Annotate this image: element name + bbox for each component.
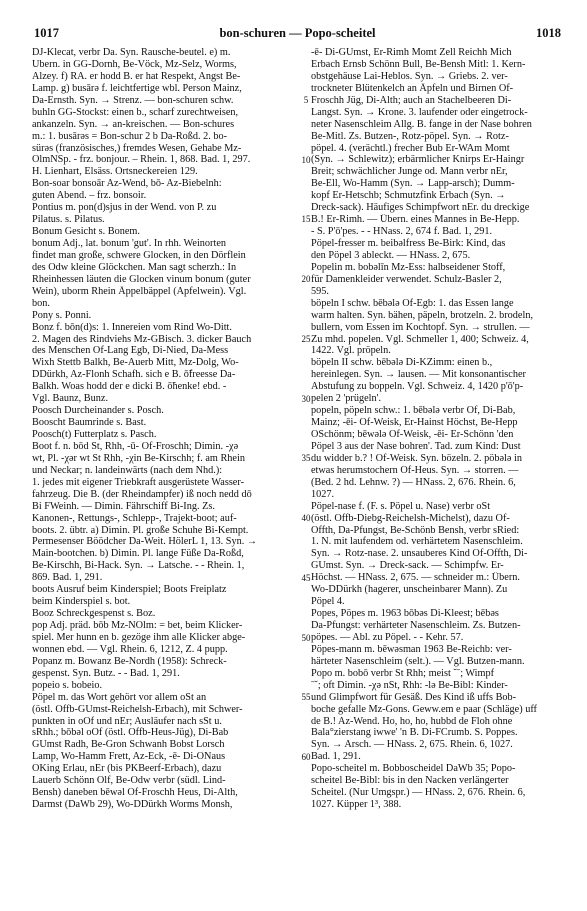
text-line: GUmst Radh, Be-Gron Schwanh Bobst Lorsch <box>32 739 225 751</box>
text-line: Höchst. — HNass. 2, 675. — schneider m.: Übern. <box>311 572 520 584</box>
text-line: Offth, Da-Pfungst, Be-Schönb Bensh, verbr sRied: <box>311 524 520 536</box>
text-line: Permesenser Böödcher Da-Weit. HölerL 1, 13. Syn. → <box>32 536 258 548</box>
text-line: Ubern. in GG-Dornh, Be-Vöck, Mz-Selz, Worms, <box>32 58 237 70</box>
text-line: du widder b.? ! Of-Weisk. Syn. bözeln. 2. pöbələ in <box>311 452 522 464</box>
text-line: Breit; schwächlicher Junge od. Mann verbr nEr, <box>311 166 508 178</box>
text-line: 1027. Küpper 1³, 388. <box>311 799 402 811</box>
text-line: boots Ausruf beim Kinderspiel; Boots Freiplatz <box>32 584 227 596</box>
text-line: scheitel Be-Bibl: bis in den Nacken verlängerter <box>311 775 509 787</box>
text-line: ˉ˘; oft Dimin. -χə nSt, Rhh: -lə Be-Bibl: Kinder- <box>311 679 508 691</box>
text-line: boots. 2. übtr. a) Dimin. Pl. große Schuhe Bi-Kempt. <box>32 524 249 536</box>
text-line: Bala°zierstang iwwe' 'n B. Di-FCrumb. S. Poppes. <box>311 727 518 739</box>
line-number: 5 <box>303 94 309 105</box>
page-number-right: 1018 <box>536 26 561 40</box>
text-line: Langst. Syn. → Krone. 3. laufender oder eingetrock- <box>311 106 528 118</box>
text-line: 2. Magen des Rindviehs Mz-GBisch. 3. dicker Bauch <box>32 333 252 345</box>
text-line: OSchönm; bēwələ Of-Weisk, -ēi- Er-Schönn 'den <box>311 429 514 440</box>
text-line: sRhh.; bōbəl oOf (östl. Offb-Heus-Jüg), Di-Bab <box>32 727 229 739</box>
text-line: (östl. Offb-Diebg-Reichelsh-Michelst), dazu Of- <box>311 512 510 524</box>
text-line: Lamp, Wo-Hamm Frett, Az-Eck, -ē- Di-ONaus <box>32 751 226 763</box>
text-line: Booscht Baumrinde s. Bast. <box>32 417 147 429</box>
text-line: (Bed. 2 hd. Lehnw. ?) — HNass. 2, 676. Rhein. 6, <box>311 476 516 488</box>
line-number: 60 <box>301 752 311 763</box>
text-line: 1. jedes mit eigener Triebkraft ausgerüstete Wasser- <box>32 476 244 488</box>
text-line: -ē- Di-GUmst, Er-Rimh Momt Zell Reichh Mich <box>311 47 512 58</box>
text-line: böpeln II schw. bēbələ Di-KZimm: einen b., <box>311 357 493 369</box>
text-line: Main-bootchen. b) Dimin. Pl. lange Füße Da-Roßd, <box>32 548 244 560</box>
line-number: 45 <box>301 572 311 583</box>
text-line: Bi FWeinh. — Dimin. Fährschiff Bi-Ing. Zs. <box>32 500 215 512</box>
text-line: den Pöpel 3 ableckt. — HNass. 2, 675. <box>311 249 471 261</box>
text-line: Vgl. Baunz, Bunz. <box>32 393 109 405</box>
text-line: B.! Er-Rimh. — Übern. eines Mannes in Be-Hepp. <box>311 214 520 226</box>
text-line: Pöpel 4. <box>311 596 345 608</box>
text-line: Wein), uborm Rhein Äppelbäppel (Apfelwein). Vgl. <box>32 285 247 297</box>
text-line: Kanonen-, Rettungs-, Schlepp-, Trajekt-boot; auf- <box>32 512 237 524</box>
left-column <box>32 47 300 811</box>
text-line: Dreck-sack). Häufiges Schimpfwort nEr. du dreckige <box>311 202 530 214</box>
text-line: bonum Adj., lat. bonum 'gut'. In rhh. Weinorten <box>32 238 226 249</box>
text-line: Bensh) daneben bēwəl Of-Froschh Heus, Di-Alth, <box>32 787 238 799</box>
text-line: OKing Erlau, nEr (bis PKBeerf-Erbach), dazu <box>32 763 222 775</box>
text-line: Pöpel m. das Wort gehört vor allem oSt an <box>32 691 207 703</box>
text-line: Lamp. g) busārə f. leichtfertige wbl. Person Mainz, <box>32 82 242 94</box>
text-line: Booz Schreckgespenst s. Boz. <box>32 608 156 620</box>
text-line: Pöpes-mann m. bēwəsman 1963 Be-Reichb: ver- <box>311 643 512 655</box>
text-line: 1027. <box>311 488 335 500</box>
text-line: Popo-scheitel m. Bobboscheidel DaWb 35; Popo- <box>311 763 516 775</box>
text-line: OlmNSp. - frz. bonjour. – Rhein. 1, 868. Bad. 1, 297. <box>32 154 251 166</box>
text-line: 1. N. mit laufendem od. verhärtetem Nasenschleim. <box>311 536 523 548</box>
page-header <box>34 26 561 44</box>
text-line: m.: 1. busārəs = Bon-schur 2 b Da-Roßd. 2. bo- <box>32 130 228 142</box>
text-line: de B.! Az-Wend. Ho, ho, ho, hubbd de Floh ohne <box>311 715 513 727</box>
text-line: - S. P'ō'pes. - - HNass. 2, 674 f. Bad. 1, 291. <box>311 226 493 238</box>
line-number: 30 <box>301 393 311 404</box>
text-line: des Odw kleine Glöckchen. Man sagt scherzh.: In <box>32 261 237 273</box>
line-number: 35 <box>301 453 311 464</box>
text-line: obstgehäuse Lai-Heblos. Syn. → Griebs. 2. ver- <box>311 70 508 82</box>
text-line: (Syn. → Schlewitz); erbärmlicher Knirps Er-Haingr <box>311 154 525 166</box>
text-line: Poosch(t) Futterplatz s. Pasch. <box>32 429 157 440</box>
text-line: boche gefalle Mz-Gons. Geww.em e paar (Schläge) uff <box>311 703 537 715</box>
running-title: bon-schuren — Popo-scheitel <box>219 26 376 40</box>
text-line: etwas herumstochern Of-Heus. Syn. → storren. — <box>311 464 519 476</box>
line-number: 55 <box>301 692 311 703</box>
text-line: Pöpel-fresser m. beibəlfress Be-Birk: Kind, das <box>311 238 506 249</box>
text-line: Pony s. Ponni. <box>32 309 92 321</box>
text-line: kopf Er-Hetschb; Schmutzfink Erbach (Syn. → <box>311 190 506 202</box>
text-line: 595. <box>311 285 329 297</box>
text-line: Popo m. bobō verbr St Rhh; meist ˘ˉ; Wimpf <box>311 667 495 679</box>
line-number: 50 <box>301 632 311 643</box>
text-line: DDürkh, Az-Flonh Schafh. sich e B. ō̃freesse Da- <box>32 369 236 381</box>
text-line: und Glimpfwort für Gesäß. Des Kind iß uffs Bob- <box>311 691 517 703</box>
text-line: Bonum Gesicht s. Bonem. <box>32 226 140 238</box>
text-line: buhln GG-Stockst: einen b., scharf zurechtweisen, <box>32 106 239 118</box>
text-line: Pilatus. s. Pilatus. <box>32 214 105 226</box>
text-line: bon. <box>32 297 50 309</box>
text-line: Be-Kirschh, Bi-Hack. Syn. → Latsche. - - Rhein. 1, <box>32 560 245 572</box>
text-line: popeln, pöpeln schw.: 1. bēbələ verbr Of, Di-Bab, <box>311 405 516 417</box>
text-line: Wo-DDürkh (hagerer, unscheinbarer Mann). Zu <box>311 584 508 596</box>
text-line: Wixh Stettb Balkh, Be-Auerb Mitt, Mz-Dolg, Wo- <box>32 357 239 369</box>
text-line: Pöpel 3 aus der Nase bohren'. Tad. zum Kind: Dust <box>311 440 521 452</box>
text-line: ankanzeln. Syn. → an-kreischen. — Bon-schures <box>32 118 235 130</box>
text-line: wt, Pl. -χər wt St Rhh, -χin Be-Kirschh; f. am Rhein <box>32 452 245 464</box>
text-line: DJ-Klecat, verbr Da. Syn. Rausche-beutel. e) m. <box>32 47 231 58</box>
text-line: Boot f. n. bōd St, Rhh, -ū- Of-Froschh; Dimin. -χə <box>32 440 239 452</box>
text-line: wonnen ebd. — Vgl. Rhein. 6, 1212, Z. 4 pupp. <box>32 643 228 655</box>
text-line: härteter Nasenschleim (selt.). — Vgl. Butzen-mann. <box>311 655 525 667</box>
text-line: Pöpel-nase f. (F. s. Pöpel u. Nase) verbr oSt <box>311 500 491 512</box>
text-line: Da-Pfungst: verhärteter Nasenschleim. Zs. Butzen- <box>311 620 521 631</box>
text-line: Bonz f. bōn(d)s: 1. Innereien vom Rind Wo-Ditt. <box>32 321 232 333</box>
text-line: hereinlegen. Syn. → lausen. — Mit konsonantischer <box>311 369 526 381</box>
text-line: Bad. 1, 291. <box>311 751 361 763</box>
text-line: Popes, Pöpes m. 1963 bōbəs Di-Kleest; bēbəs <box>311 608 499 620</box>
text-line: sürəs (französisches,) fremdes Wesen, Gehabe Mz- <box>32 142 242 154</box>
text-line: Syn. → Arsch. — HNass. 2, 675. Rhein. 6, 1027. <box>311 739 513 751</box>
text-line: neter Nasenschleim Allg. B. fange in der Nase bohren <box>311 118 532 130</box>
text-line: für Damenkleider verwendet. Schulz-Basler 2, <box>311 273 502 285</box>
text-line: findet man große, schwere Glocken, in den Dörflein <box>32 249 246 261</box>
text-line: Darmst (DaWb 29), Wo-DDürkh Worms Monsh, <box>32 799 233 811</box>
text-line: gespenst. Syn. Butz. - - Bad. 1, 291. <box>32 667 180 679</box>
line-number: 40 <box>301 513 311 524</box>
text-line: Bon-soar bonsoār Az-Wend, bō- Az-Biebelnh: <box>32 178 222 190</box>
text-line: Popelin m. bobəlīn Mz-Ess: halbseidener Stoff, <box>311 261 506 273</box>
text-line: Erbach Ernsb Schönn Bull, Be-Bensh Mitl: 1. Kern- <box>311 58 526 70</box>
text-line: Lauerb Schönn Olf, Be-Odw verbr (südl. Lind- <box>32 775 226 787</box>
text-line: Zu mhd. popelen. Vgl. Schmeller 1, 400; Schweiz. 4, <box>311 333 529 345</box>
text-line: pöpel. 4. (verächtl.) frecher Bub Er-WAm Momt <box>311 142 510 154</box>
right-column <box>311 47 558 811</box>
text-line: spiel. Mer hunn en b. gezöge ihm alle Klicker abge- <box>32 631 246 643</box>
text-line: Froschh Jüg, Di-Alth; auch an Stachelbeeren Di- <box>311 94 512 106</box>
text-line: pop Adj. präd. bōb Mz-NOlm: = bet, beim Klicker- <box>32 620 243 631</box>
text-line: und Neckar; n. landeinwärts (nach dem Nhd.): <box>32 464 223 476</box>
text-line: Scheitel. (Nur Umgspr.) — HNass. 2, 676. Rhein. 6, <box>311 787 526 799</box>
line-number: 15 <box>301 214 311 225</box>
text-line: trockneter Blütenkelch an Äpfeln und Birnen Of- <box>311 82 514 94</box>
text-line: pelen 2 'prügeln'. <box>311 393 382 405</box>
text-line: Be-Mitl. Zs. Butzen-, Rotz-pöpel. Syn. → Rotz- <box>311 130 509 142</box>
text-line: pöpes. — Abl. zu Pöpel. - - Kehr. 57. <box>311 631 464 643</box>
text-line: fahrzeug. Die B. (der Rheindampfer) iß noch nedd dō <box>32 488 252 500</box>
text-line: bullern, vom Essen im Kochtopf. Syn. → strullen. — <box>311 321 530 333</box>
text-line: punkten in oOf und nEr; Ausläufer nach sSt u. <box>32 715 222 727</box>
text-line: Da-Ernsth. Syn. → Strenz. — bon-schuren schw. <box>32 94 234 106</box>
text-line: 869. Bad. 1, 291. <box>32 572 103 584</box>
text-line: beim Kinderspiel s. bot. <box>32 596 131 608</box>
text-line: popeio s. bobeio. <box>32 679 103 691</box>
text-line: Rheinhessen läuten die Glocken vinum bonum (guter <box>32 273 251 285</box>
text-line: böpeln I schw. bēbələ Of-Egb: 1. das Essen lange <box>311 297 514 309</box>
line-number: 10 <box>301 154 311 165</box>
text-line: Poosch Durcheinander s. Posch. <box>32 405 164 417</box>
text-line: Popanz m. Bowanz Be-Nordh (1958): Schreck- <box>32 655 227 667</box>
text-line: H. Lienhart, Elsäss. Ortsneckereien 129. <box>32 166 198 178</box>
text-line: (östl. Offb-GUmst-Reichelsh-Erbach), mit Schwer- <box>32 703 243 715</box>
text-line: Pontius m. pon(d)sjus in der Wend. von P. zu <box>32 202 217 214</box>
text-line: Alzey. f) RA. er hodd B. er hat Respekt, Angst Be- <box>32 70 241 82</box>
text-line: guten Abend. – frz. bonsoir. <box>32 190 147 202</box>
text-line: Abstufung zu boppeln. Vgl. Schweiz. 4, 1420 p'ō'p- <box>311 381 524 393</box>
text-line: GUmst. Syn. → Dreck-sack. — Schimpfw. Er- <box>311 560 504 572</box>
text-line: warm halten. Syn. bähen, päpeln, brotzeln. 2. brodeln, <box>311 309 534 321</box>
text-line: des Menschen Of-Lang Egb, Di-Nied, Da-Mess <box>32 345 229 357</box>
text-line: Syn. → Rotz-nase. 2. unsauberes Kind Of-Offth, Di- <box>311 548 528 560</box>
text-line: 1422. Vgl. pröpeln. <box>311 345 391 357</box>
page-number-left: 1017 <box>34 26 59 40</box>
text-line: Balkh. Woas hodd der e dicki B. ō̃henke! ebd. - <box>32 381 227 393</box>
text-line: Be-Ell, Wo-Hamm (Syn. → Lapp-arsch); Dumm- <box>311 178 515 190</box>
line-number: 25 <box>301 333 311 344</box>
text-line: Mainz; -ēi- Of-Weisk, Er-Hainst Höchst, Be-Hepp <box>311 417 518 429</box>
line-number: 20 <box>301 274 311 285</box>
